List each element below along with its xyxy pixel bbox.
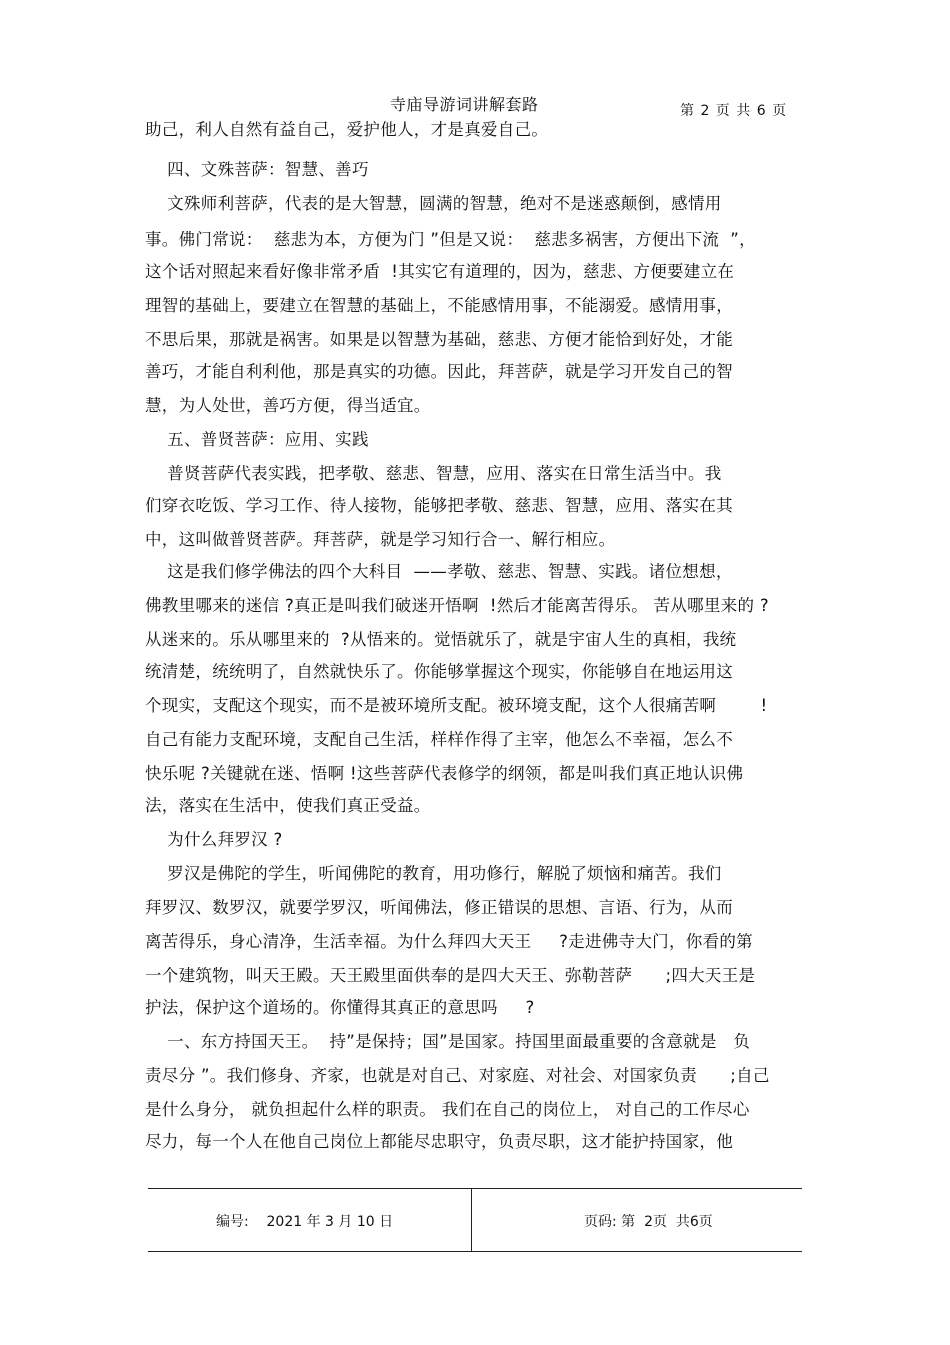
body-line: 佛教里哪来的迷信 ?真正是叫我们破迷开悟啊 !然后才能离苦得乐。 苦从哪里来的 ? <box>145 596 769 615</box>
body-line: 拜罗汉、数罗汉，就要学罗汉，听闻佛法，修正错误的思想、言语、行为，从而 <box>145 898 733 917</box>
document-title: 寺庙导游词讲解套路 <box>390 95 539 114</box>
body-line: 理智的基础上，要建立在智慧的基础上，不能感情用事，不能溺爱。感情用事， <box>145 296 733 315</box>
body-line: 这是我们修学佛法的四个大科目 ——孝敬、慈悲、智慧、实践。诸位想想， <box>145 562 733 581</box>
body-line: 责尽分 ”。我们修身、齐家，也就是对自己、对家庭、对社会、对国家负责 ;自己 <box>145 1066 770 1085</box>
body-line: 普贤菩萨代表实践，把孝敬、慈悲、智慧，应用、落实在日常生活当中。我 <box>145 464 722 483</box>
body-line: 不思后果，那就是祸害。如果是以智慧为基础，慈悲、方便才能恰到好处，才能 <box>145 330 733 349</box>
body-line: 护法，保护这个道场的。你懂得其真正的意思吗 ? <box>145 998 535 1017</box>
page-indicator: 第 2 页 共 6 页 <box>680 103 788 119</box>
body-line: 法，落实在生活中，使我们真正受益。 <box>145 796 431 815</box>
footer-divider <box>471 1189 472 1251</box>
body-line: 善巧，才能自利利他，那是真实的功德。因此，拜菩萨，就是学习开发自己的智 <box>145 362 733 381</box>
body-line: 自己有能力支配环境，支配自己生活，样样作得了主宰，他怎么不幸福，怎么不 <box>145 730 733 749</box>
body-line: 统清楚，统统明了，自然就快乐了。你能够掌握这个现实，你能够自在地运用这 <box>145 662 733 681</box>
body-line: 一个建筑物，叫天王殿。天王殿里面供奉的是四大天王、弥勒菩萨 ;四大天王是 <box>145 966 756 985</box>
body-line: 是什么身分， 就负担起什么样的职责。 我们在自己的岗位上， 对自己的工作尽心 <box>145 1100 750 1119</box>
body-line: 们穿衣吃饭、学习工作、待人接物，能够把孝敬、慈悲、智慧，应用、落实在其 <box>145 496 733 515</box>
body-line: 一、东方持国天王。 持”是保持；国”是国家。持国里面最重要的含意就是 负 <box>145 1032 751 1051</box>
footer-table <box>148 1188 802 1252</box>
footer-page-number: 页码: 第 2页 共6页 <box>584 1214 713 1230</box>
body-line: 事。佛门常说： 慈悲为本，方便为门 ”但是又说： 慈悲多祸害，方便出下流 ”， <box>145 230 756 249</box>
body-line: 这个话对照起来看好像非常矛盾 !其实它有道理的，因为，慈悲、方便要建立在 <box>145 262 735 281</box>
body-line: 慧，为人处世，善巧方便，得当适宜。 <box>145 396 431 415</box>
body-line: 四、文殊菩萨：智慧、善巧 <box>145 160 369 179</box>
body-line: 五、普贤菩萨：应用、实践 <box>145 430 369 449</box>
body-line: 为什么拜罗汉 ? <box>145 830 283 849</box>
body-line: 中，这叫做普贤菩萨。拜菩萨，就是学习知行合一、解行相应。 <box>145 530 616 549</box>
body-line: 尽力，每一个人在他自己岗位上都能尽忠职守，负责尽职，这才能护持国家，他 <box>145 1132 733 1151</box>
body-line: 文殊师利菩萨，代表的是大智慧，圆满的智慧，绝对不是迷惑颠倒，感情用 <box>145 194 722 213</box>
body-line: 助己，利人自然有益自己，爱护他人，才是真爱自己。 <box>145 120 549 139</box>
body-line: 罗汉是佛陀的学生，听闻佛陀的教育，用功修行，解脱了烦恼和痛苦。我们 <box>145 864 722 883</box>
body-line: 快乐呢 ?关键就在迷、悟啊 !这些菩萨代表修学的纲领，都是叫我们真正地认识佛 <box>145 764 744 783</box>
body-line: 离苦得乐，身心清净，生活幸福。为什么拜四大天王 ?走进佛寺大门，你看的第 <box>145 932 753 951</box>
body-line: 从迷来的。乐从哪里来的 ?从悟来的。觉悟就乐了，就是宇宙人生的真相，我统 <box>145 630 737 649</box>
footer-serial-date: 编号: 2021 年 3 月 10 日 <box>216 1214 394 1230</box>
body-line: 个现实，支配这个现实，而不是被环境所支配。被环境支配，这个人很痛苦啊 ! <box>145 696 768 715</box>
